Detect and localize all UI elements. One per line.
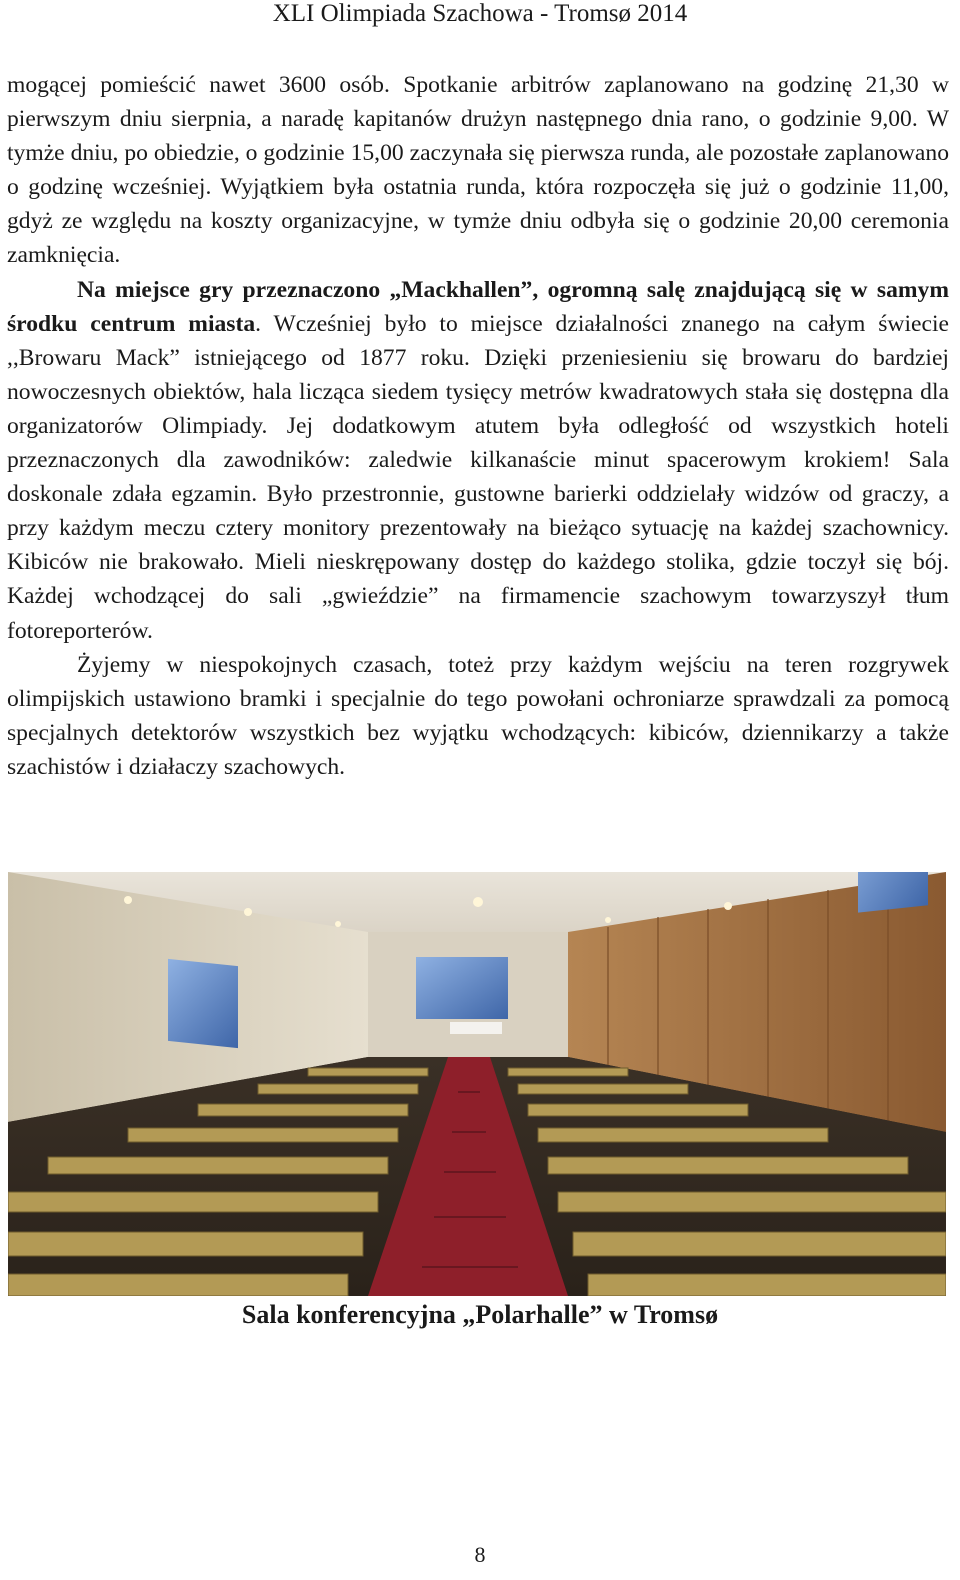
running-header: XLI Olimpiada Szachowa - Tromsø 2014 [272,0,688,27]
emphasized-text: Na miejsce gry przeznaczono „Mackhallen”, ogromną salę znajdującą się w samym środku centrum miasta [7,276,949,337]
figure-caption: Sala konferencyjna „Polarhalle” w Tromsø [241,1300,719,1329]
conference-hall-photo [8,872,946,1296]
paragraph: mogącej pomieścić nawet 3600 osób. Spotkanie arbitrów zaplanowano na godzinę 21,30 w pierwszym dniu sierpnia, a naradę kapitanów drużyn następnego dnia rano, o godzinie 9,00. W tymże dniu, po obiedzie, o godzinie 15,00 zaczynała się pierwsza runda, ale pozostałe zaplanowano o godzinę wcześniej. Wyjątkiem była ostatnia runda, która rozpoczęła się już o godzinie 11,00, gdyż ze względu na koszty organizacyjne, w tymże dniu odbyła się o godzinie 20,00 ceremonia zamknięcia. [7,72,949,269]
stage-table [450,1022,502,1034]
center-screen [416,957,508,1019]
paragraph: Żyjemy w niespokojnych czasach, toteż przy każdym wejściu na teren rozgrywek olimpijskich ustawiono bramki i specjalnie do tego powołani ochroniarze sprawdzali za pomocą specjalnych detektorów wszystkich bez wyjątku wchodzących: kibiców, dziennikarzy a także szachistów i działaczy szachowych. [7,651,949,780]
page-number: 8 [474,1542,486,1567]
left-screen [168,959,238,1048]
paragraph [7,273,949,648]
paragraph-text: . Wcześniej było to miejsce działalności znanego na całym świecie ,,Browaru Mack” istniejącego od 1877 roku. Dzięki przeniesieniu się browaru do bardziej nowoczesnych obiektów, hala licząca siedem tysięcy metrów kwadratowych stała się dostępna dla organizatorów Olimpiady. Jej dodatkowym atutem była odległość od wszystkich hoteli przeznaczonych dla zawodników: zaledwie kilkanaście minut spacerowym krokiem! Sala doskonale zdała egzamin. Było przestronnie, gustowne barierki oddzielały widzów od graczy, a przy każdym meczu cztery monitory prezentowały na bieżąco sytuację na każdej szachownicy. Kibiców nie brakowało. Mieli nieskrępowany dostęp do każdego stolika, gdzie toczył się bój. Każdej wchodzącej do sali „gwieździe” na firmamencie szachowym towarzyszył tłum fotoreporterów. [7,310,949,644]
article-body [7,68,949,784]
conference-hall-illustration [8,872,946,1296]
